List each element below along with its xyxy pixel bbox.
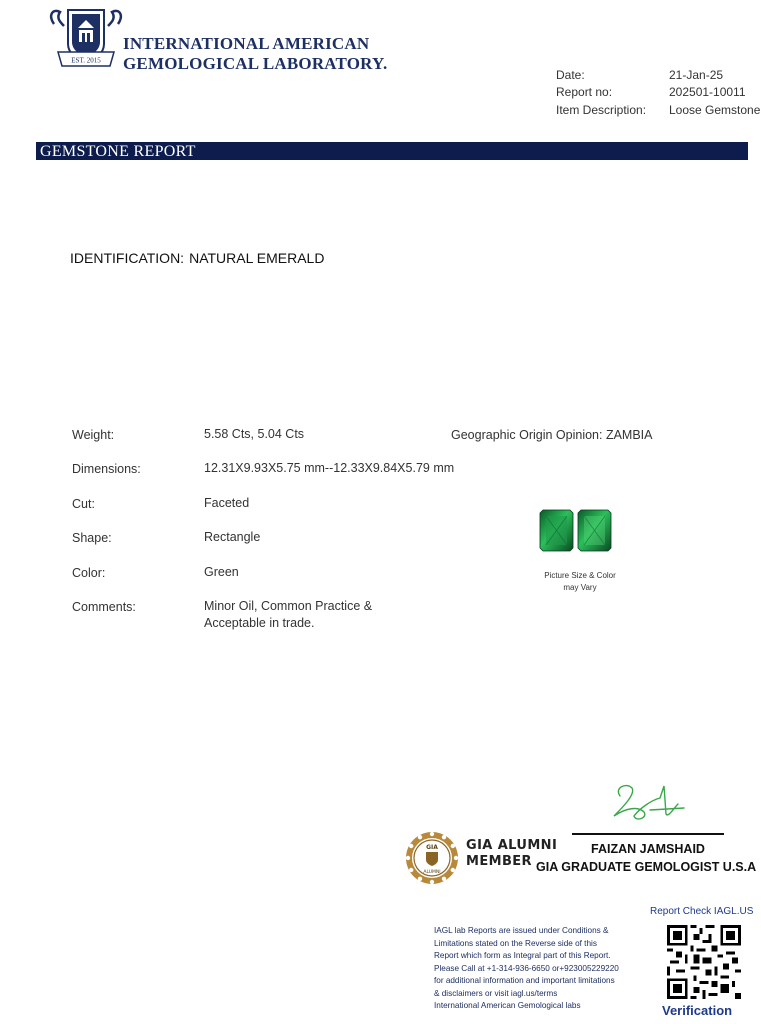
report-no-label: Report no: [556, 85, 613, 100]
report-no-value: 202501-10011 [669, 85, 746, 100]
color-value: Green [204, 565, 239, 579]
gemstone-photo [539, 508, 613, 554]
color-label: Color: [72, 566, 106, 580]
disclaimer-line: IAGL lab Reports are issued under Conditions & [434, 926, 609, 935]
emerald-stone-right [578, 510, 611, 551]
disclaimer-line: Please Call at +1-314-936-6650 or+923005229220 [434, 963, 619, 973]
date-value: 21-Jan-25 [669, 67, 724, 82]
comments-label: Comments: [72, 600, 136, 614]
cut-value: Faceted [204, 496, 250, 510]
signature-line [572, 833, 724, 835]
report-title-banner [36, 142, 748, 160]
seal-bottom-text: ALUMNI [423, 870, 441, 875]
cut-label: Cut: [72, 497, 95, 511]
gia-alumni-line2: MEMBER [466, 854, 532, 869]
dimensions-label: Dimensions: [72, 462, 141, 476]
disclaimer-line: Limitations stated on the Reverse side of this [434, 938, 597, 948]
disclaimer-line: Report which form as Integral part of this Report. [434, 951, 611, 960]
weight-label: Weight: [72, 428, 115, 442]
logo-est-text: EST. 2015 [71, 56, 101, 65]
comments-value [204, 598, 372, 632]
meta-item-row [556, 101, 760, 119]
identification-label: IDENTIFICATION: [70, 250, 185, 266]
comments-value-line1: Minor Oil, Common Practice & [204, 599, 373, 613]
date-label: Date: [556, 67, 585, 82]
disclaimer [434, 925, 654, 1013]
identification-value: NATURAL EMERALD [189, 250, 325, 266]
picture-note-line2: may Vary [563, 583, 597, 592]
disclaimer-line: for additional information and important limitations [434, 976, 615, 985]
lab-name-line2: GEMOLOGICAL LABORATORY. [123, 54, 388, 73]
signature-image [604, 778, 688, 830]
signer-name: FAIZAN JAMSHAID [591, 842, 705, 856]
comments-value-line2: Acceptable in trade. [204, 616, 315, 630]
gia-alumni-member [466, 838, 557, 870]
lab-name-line1: INTERNATIONAL AMERICAN [123, 34, 370, 53]
identification [70, 250, 324, 266]
verification-label[interactable]: Verification [662, 1003, 733, 1018]
signer-title: GIA GRADUATE GEMOLOGIST U.S.A [536, 860, 757, 874]
item-description-value: Loose Gemstone [669, 102, 761, 117]
lab-logo [48, 4, 124, 70]
report-check-link[interactable]: Report Check IAGL.US [650, 906, 754, 917]
emerald-stone-left [540, 510, 573, 551]
disclaimer-line: International American Gemological labs [434, 1001, 581, 1010]
report-title: GEMSTONE REPORT [40, 143, 196, 160]
meta-report-row [556, 84, 760, 102]
picture-note [530, 570, 630, 594]
shape-value: Rectangle [204, 530, 261, 544]
meta-date-row [556, 66, 760, 84]
gia-alumni-seal [404, 830, 460, 886]
gia-alumni-line1: GIA ALUMNI [466, 838, 558, 853]
seal-top-text: GIA [426, 844, 438, 851]
disclaimer-line: & disclaimers or visit iagl.us/terms [434, 988, 558, 998]
report-meta [556, 66, 760, 119]
shape-label: Shape: [72, 531, 112, 545]
picture-note-line1: Picture Size & Color [544, 571, 616, 580]
qr-code[interactable] [667, 925, 741, 999]
weight-value: 5.58 Cts, 5.04 Cts [204, 427, 305, 441]
geographic-origin: Geographic Origin Opinion: ZAMBIA [451, 428, 653, 442]
dimensions-value: 12.31X9.93X5.75 mm--12.33X9.84X5.79 mm [204, 461, 455, 475]
item-description-label: Item Description: [556, 102, 647, 117]
lab-name [123, 34, 387, 74]
